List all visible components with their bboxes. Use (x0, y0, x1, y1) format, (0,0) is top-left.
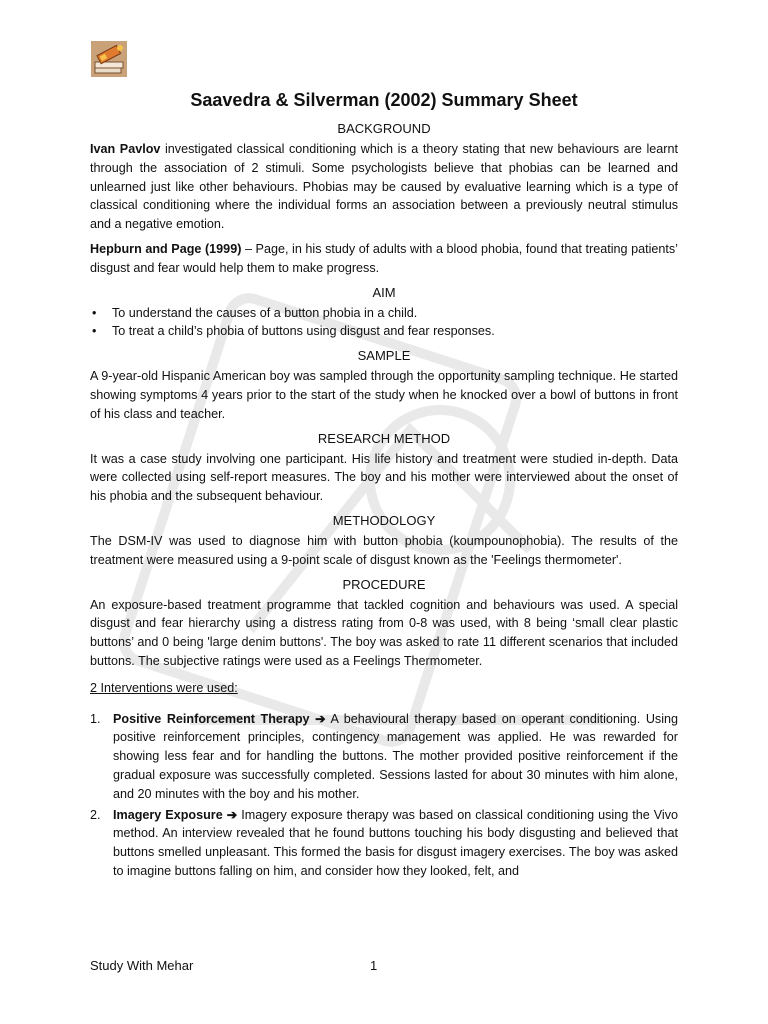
section-heading-aim: AIM (372, 284, 396, 300)
page-number: 1 (370, 958, 378, 973)
section-heading-background: BACKGROUND (337, 121, 431, 136)
aim-item (90, 304, 678, 323)
procedure-paragraph: An exposure-based treatment programme that tackled cognition and behaviours was used. A special disgust and fear hierarchy using a distress rating from 0-8 was used, with 8 being ‘small clear plastic buttons’ and 0 being 'large denim buttons'. The boy was asked to rate 11 different scenarios that included buttons. The subjective ratings were used as a Feelings Thermometer. (90, 597, 678, 668)
background-lead-1: Ivan Pavlov (90, 142, 161, 156)
footer-brand: Study With Mehar (90, 958, 194, 973)
background-lead-2: Hepburn and Page (1999) (90, 241, 242, 256)
section-heading-research-method: RESEARCH METHOD (317, 430, 451, 446)
section-background (90, 120, 678, 278)
section-heading-sample: SAMPLE (357, 348, 411, 364)
intervention-number: 1. (90, 711, 101, 726)
arrow-right-icon: ➔ (226, 807, 238, 822)
section-aim (90, 284, 678, 342)
aim-item-text: To understand the causes of a button phobia in a child. (112, 305, 418, 320)
aim-item-text: To treat a child’s phobia of buttons using disgust and fear responses. (112, 324, 495, 339)
aim-list (90, 304, 678, 342)
sample-paragraph: A 9-year-old Hispanic American boy was sampled through the opportunity sampling technique. He started showing symptoms 4 years prior to the start of the study when he knocked over a bowl of buttons in front of his class and teacher. (90, 369, 678, 421)
section-methodology (90, 512, 678, 570)
research-method-paragraph: It was a case study involving one participant. His life history and treatment were studied in-depth. Data were collected using self-report measures. The boy and his mother were interviewed about the onset of his phobia and the subsequent behaviour. (90, 451, 678, 504)
intervention-text: A behavioural therapy based on operant conditioning. Using positive reinforcement principles, contingency management was applied. He was rewarded for showing less fear and for handling the buttons. The mother provided positive reinforcement if the gradual exposure was successfully completed. Sessions lasted for about 30 minutes with him alone, and 20 minutes with the boy and his mother. (113, 711, 679, 801)
books-icon (90, 40, 128, 78)
intervention-item (90, 710, 678, 804)
intervention-text: Imagery exposure therapy was based on classical conditioning using the Vivo method. An interview revealed that he found buttons touching his body disgusting and believed that buttons smelled unpleasant. This formed the basis for disgust imagery exercises. The boy was asked to imagine buttons falling on him, and consider how they looked, felt, and (113, 807, 678, 878)
aim-item (90, 322, 678, 341)
intervention-item (90, 806, 678, 881)
document-body (90, 88, 678, 883)
section-research-method (90, 430, 678, 506)
methodology-paragraph: The DSM-IV was used to diagnose him with button phobia (koumpounophobia). The results of the treatment were measured using a 9-point scale of disgust known as the 'Feelings thermometer'. (90, 533, 678, 567)
interventions-label: 2 Interventions were used: (90, 680, 238, 695)
intervention-name: Positive Reinforcement Therapy (113, 711, 310, 726)
arrow-right-icon: ➔ (315, 711, 326, 726)
section-procedure (90, 576, 678, 881)
background-text-1: investigated classical conditioning which is a theory stating that new behaviours are learnt through the association of 2 stimuli. Some psychologists believe that phobias can be learned and unlearned just like other behaviours. Phobias may be caused by evaluative learning which is a type of classical conditioning where the individual forms an association between a previously neutral stimulus and a negative emotion. (90, 142, 678, 232)
section-heading-procedure: PROCEDURE (342, 576, 426, 592)
section-sample (90, 347, 678, 423)
section-heading-methodology: METHODOLOGY (332, 512, 436, 528)
background-paragraph-1 (90, 140, 678, 234)
intervention-number: 2. (90, 807, 101, 822)
background-paragraph-2 (90, 240, 678, 278)
intervention-name: Imagery Exposure (113, 807, 223, 822)
bullet-icon: • (92, 305, 97, 320)
background-text-2: – Page, in his study of adults with a blood phobia, found that treating patients’ disgust and fear would help them to make progress. (90, 241, 678, 275)
interventions-list (90, 710, 678, 881)
bullet-icon: • (92, 324, 97, 339)
page-title: Saavedra & Silverman (2002) Summary Sheet (190, 90, 578, 110)
